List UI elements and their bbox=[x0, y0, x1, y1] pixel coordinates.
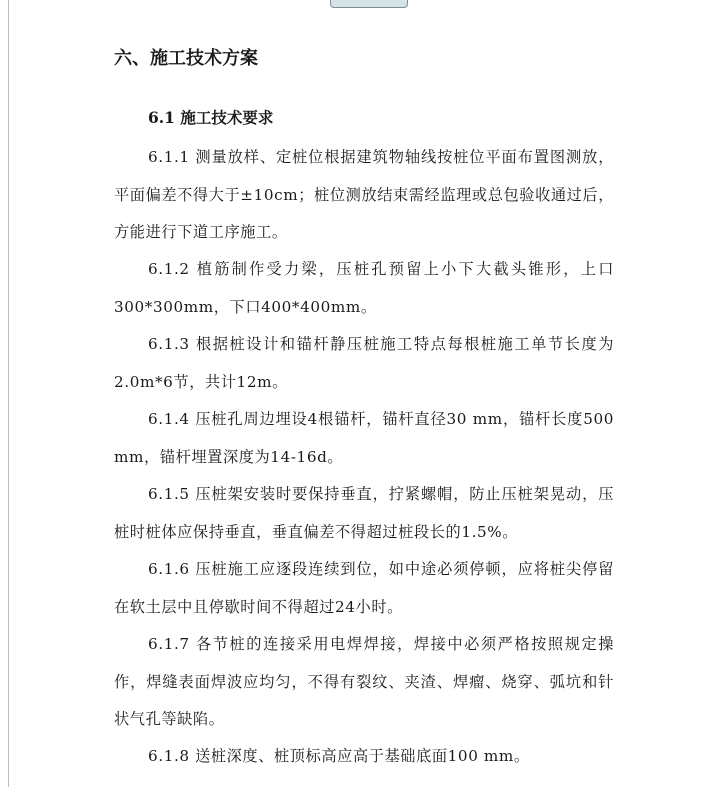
paragraph-6-1-2: 6.1.2 植筋制作受力梁，压桩孔预留上小下大截头锥形，上口300*300mm，下口400*400mm。 bbox=[114, 260, 614, 316]
subsection-heading: 6.1 施工技术要求 bbox=[148, 108, 274, 127]
paragraph-6-1-3: 6.1.3 根据桩设计和锚杆静压桩施工特点每根桩施工单节长度为2.0m*6节，共计12m。 bbox=[114, 335, 614, 391]
page-edge-line bbox=[8, 0, 9, 787]
paragraph-6-1-4: 6.1.4 压桩孔周边埋设4根锚杆，锚杆直径30 mm，锚杆长度500 mm，锚杆埋置深度为14-16d。 bbox=[114, 410, 614, 466]
paragraph-6-1-7: 6.1.7 各节桩的连接采用电焊焊接，焊接中必须严格按照规定操作，焊缝表面焊波应均匀，不得有裂纹、夹渣、焊瘤、烧穿、弧坑和针状气孔等缺陷。 bbox=[114, 635, 614, 729]
paragraph-6-1-5: 6.1.5 压桩架安装时要保持垂直，拧紧螺帽，防止压桩架晃动，压桩时桩体应保持垂直，垂直偏差不得超过桩段长的1.5%。 bbox=[114, 485, 614, 541]
section-heading: 六、施工技术方案 bbox=[114, 48, 258, 69]
paragraph-6-1-8: 6.1.8 送桩深度、桩顶标高应高于基础底面100 mm。 bbox=[148, 747, 530, 765]
paragraph-6-1-1: 6.1.1 测量放样、定桩位根据建筑物轴线按桩位平面布置图测放，平面偏差不得大于±10cm；桩位测放结束需经监理或总包验收通过后，方能进行下道工序施工。 bbox=[114, 148, 615, 242]
paragraph-6-1-6: 6.1.6 压桩施工应逐段连续到位，如中途必须停顿，应将桩尖停留在软土层中且停歇时间不得超过24小时。 bbox=[114, 560, 614, 616]
page-header-tab bbox=[330, 0, 408, 8]
